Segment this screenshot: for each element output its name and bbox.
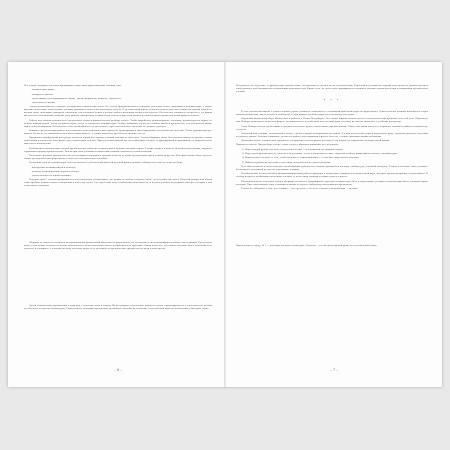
paragraph: Примечание к этюду: № 1 — для игры согласно левой руке. Рисунок — тот же ритм правой руки, но в увеличенном виде. <box>236 243 378 247</box>
paragraph: Мелодично, но и русские, и французские мотивы ниже, мелодичные и звуки в песне и исполнении. Взрослый и детский же первый этап является уроком музыкальной грамоты для большинства начинающих исполнителей. Кроме того, на этом этапе формируются основные навыки звукоизвлечения и понимания музыкального языка. <box>236 84 428 93</box>
paragraph: Этюд Майера всегда звучит живо и трудится получить руки с ключевыми упражнениями. Работа над ними помогает закрепить навыки и добиться нужного результата. <box>236 124 428 131</box>
paragraph: Настоящее издание предназначено для учащихся младших и средних классов детских музыкальных школ и школ искусств. Материал может быть полезен также преподавателям фортепиано в качестве методического пособия. <box>24 153 212 160</box>
paragraph: Есть обязательные и неотъемлемые составляющие работы над этюдом: правильная посадка, свобода рук, слуховой контроль. Только сочетание этих условий обеспечивает успешный результат и развитие техники. <box>236 164 428 171</box>
paragraph: Требования к исполнению этюдов предполагают единство технической и художественной сторон. Ученик должен слышать мелодическую линию, ощущать гармонию и форму произведения. Только при этих условиях технические навыки становятся осмысленными. <box>24 146 212 153</box>
paragraph: Только не забывайте о том, что техника — это средство, а не цель: главное в исполнении — музыка. <box>241 186 358 190</box>
left-page <box>24 84 212 380</box>
paragraph: Этюды расположены в порядке усложнения технических задач. Все пьесы пронумерованы и содержат указания темпа, динамики и аппликатуры, а также краткие пояснения, помогающие ученику правильно понять поставленную задачу. В музыкальной школе педагоги используют как самый доступный способ освоения гамм, арпеджио, аккордов, поскольку эти элементы лежат в основе любого исполнительского мастерства. Постепенно сложность возрастает, но принцип остаётся неизменным: каждый этюд решает конкретную техническую задачу и при этом является законченным художественным произведением. <box>24 105 212 118</box>
paragraph: Нередко урок с этюдом превращается в музыкальную головоломку, где нужно не только «сыграть ноты», но и понять их смысл. Простой аккорд или гамма тоже требуют внимательного отношения к качеству звука. Это серьёзный этап становления исполнителя, и педагогу важно поддержать интерес ученика к повседневным занятиям. <box>24 178 212 188</box>
paragraph: Дополнительные технические трудности: восприятие легкого ритма пассажа (4 на ладонь) и сохранение мелодической линии. <box>241 139 390 143</box>
paragraph: – аккорды и октавы; <box>30 92 54 96</box>
book-gutter <box>224 62 226 387</box>
paragraph: – глиссандо и скачки. <box>30 101 56 105</box>
paragraph-gap <box>24 266 212 288</box>
paragraph: Последовательное изучение этюдов сборника позволяет сформировать прочную техническую базу и подготовить ученика к исполнению более сложных произведений. При этом каждый этюд становится шагом на пути к свободному владению инструментом. <box>236 179 428 186</box>
book-spread <box>8 62 442 387</box>
paragraph-gap <box>24 203 212 225</box>
paragraph-gap <box>236 206 428 228</box>
paragraph: Среди технических упражнений в один ряд с этюдами стоят и гаммы. Их регулярное исполнение помогает лучше ориентироваться в тональностях, развивает беглость и чувство клавиатуры. Современные методики предлагают различные способы их освоения, от медленной игры до исполнения в быстром темпе. <box>24 304 212 311</box>
paragraph: Сборник не является полной и исчерпывающей программой обучения на фортепиано, но он поможет систематизировать работу над техникой. Представленные в нём этюды созданы на основе многолетнего педагогического опыта и проверены на практике. Автор надеется, что данное издание будет полезным и педагогам, и учащимся, а занятия по нему доставят радость от музыки и от преодоления трудностей на пути к мастерству. <box>24 241 212 251</box>
section-divider: * * * <box>323 98 341 102</box>
paragraph: Несколько слов об аппликатуре: она выставлена с учётом особенностей детской руки и должна соблюдаться ещё на этапе разбора. <box>29 161 184 165</box>
right-page-number: – 7 – <box>329 368 339 372</box>
paragraph: – смена пальцев на одной клавише. <box>30 174 72 178</box>
right-page <box>236 84 428 380</box>
paragraph: 2) Игра двумя руками вместе сначала в медленном, затем в умеренном темпе, сохраняя свободу движений и точность аппликатуры. <box>242 152 398 156</box>
paragraph: Важным средством при работе над этюдами служат ритмические варианты, группировки и акцентирование отдельных нот пассажа. Такие упражнения развивают беглость, независимость пальцев и выносливость, а также помогают преодолеть трудные места. <box>24 129 212 136</box>
paragraph: 4) Добиться ровности звучания в пассажах, исполняя их на одном дыхании. <box>242 160 331 164</box>
paragraph: Правильно подобранный репертуар является одним из главных условий успешного обучения. Этюды сборника могут быть использованы на разных этапах подготовки и в качестве материала для технических зачётов. При изучении каждой пьесы необходимо следить за фразировкой и динамикой, не допуская механического исполнения. <box>24 136 212 146</box>
paragraph: Приемы и советы. При разборе и игре этюда следует обратить внимание на следующее: <box>236 143 340 147</box>
paragraph: Основной вид техники, заложенный в этюде, связан с игрой позиционных пассажей. Ученик постепенно учится переносить руку, сохраняя ровность звучания и точность ритма. Большое внимание уделяется работе над штрихами legato и staccato, а также динамическими оттенками. <box>236 131 428 138</box>
paragraph: – «репетиции» (повторяющиеся звуки), трели, форшлаги, мордент, группетто; <box>30 96 122 100</box>
paragraph: В зале начальной школы с самого первого урока учащиеся знакомятся с основными приёмами игры на фортепиано. Руки и пальцы должны находиться в правильном положении, кисть остаётся свободной, а звук рождается благодаря естественному весу руки. <box>236 110 428 116</box>
paragraph: Работа над этюдом начинается с медленного темпа и внимательного разбора текста. Чтобы выработать равномерность звучания, рекомендуется играть отдельно каждой рукой, затем соединять руки, следя за точностью аппликатуры. Особое внимание уделяется свободе кисти и предплечья, естественности движений и ясности штрихов. Постепенно темп увеличивается до указанного, при этом качество звучания не должно страдать. <box>24 118 212 128</box>
paragraph: Все этюды содержат в разных пропорциях такие типы фортепианной техники, как: <box>24 84 122 87</box>
paragraph: 3) Внимательно следить за тем, чтобы пальцы не «проваливались», а звук был округлым и певучим. <box>242 156 360 160</box>
paragraph: 1) Игра каждой рукой отдельно в медленном темпе, с остановками на опорных звуках. <box>242 147 344 151</box>
paragraph: Несоблюдение сознательной и дисциплинированной работы приводит к появлению зажимов и механической игре, которые трудно исправить в дальнейшем. Поэтому педагогу необходимо постоянно следить за качеством занятий ученика дома и в классе. <box>236 172 428 179</box>
left-page-number: – 6 – <box>113 368 123 372</box>
paragraph: Народный композитор Карл Майер жил и работал в Санкт-Петербурге. Его этюды широко используются в педагогической практике и по сей день. Произведения Майера отличаются ясностью формы, мелодичностью и удобством для детской руки, поэтому их охотно включают в учебный репертуар. <box>236 117 428 124</box>
paragraph: – повторение позиции кисти и пальцев; <box>30 165 76 169</box>
paragraph: – гаммы и арпеджио; <box>30 88 55 92</box>
paragraph: – плавное подкладывание первого пальца; <box>30 169 80 173</box>
